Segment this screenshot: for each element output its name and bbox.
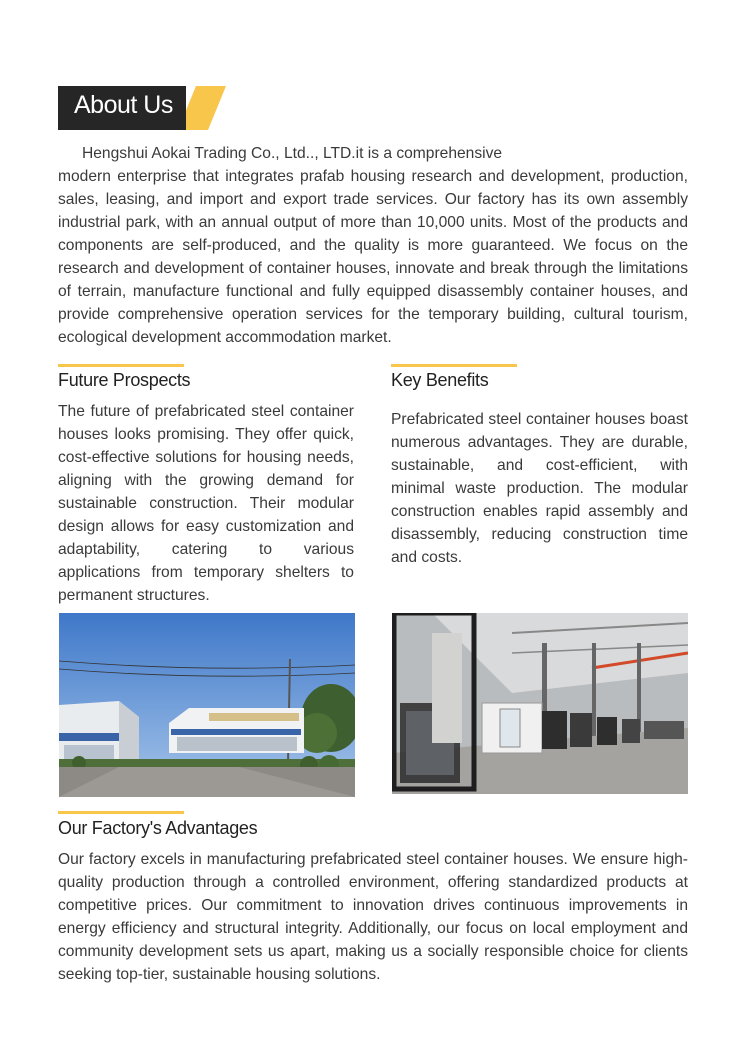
advantages-text: Our factory excels in manufacturing prefabricated steel container houses. We ensure high-quality production through a controlled environment, offering standardized products at competitive prices. Our commitment to innovation drives continuous improvements in energy efficiency and structural integrity. Additionally, our focus on local employment and community development sets us apart, making us a socially responsible choice for clients seeking top-tier, sustainable housing solutions. xyxy=(58,851,688,983)
key-benefits-rule xyxy=(391,364,517,367)
about-us-paragraph xyxy=(58,142,688,349)
advantages-rule xyxy=(58,811,184,814)
about-us-first-line: Hengshui Aokai Trading Co., Ltd.., LTD.it is a comprehensive xyxy=(82,145,503,162)
key-benefits-title: Key Benefits xyxy=(391,370,489,390)
about-us-header xyxy=(58,86,228,130)
factory-exterior-photo xyxy=(59,613,355,797)
future-prospects-text: The future of prefabricated steel container houses looks promising. They offer quick, cost-effective solutions for housing needs, aligning with the growing demand for sustainable construction. Their modular design allows for easy customization and adaptability, catering to various applications from temporary shelters to permanent structures. xyxy=(58,403,354,604)
future-prospects-rule xyxy=(58,364,184,367)
factory-interior-photo xyxy=(392,613,688,794)
future-prospects-title: Future Prospects xyxy=(58,370,191,390)
key-benefits-text: Prefabricated steel container houses boast numerous advantages. They are durable, sustainable, and cost-efficient, with minimal waste production. The modular construction enables rapid assembly and disassembly, reducing construction time and costs. xyxy=(391,411,688,566)
advantages-title: Our Factory's Advantages xyxy=(58,818,258,838)
about-us-title: About Us xyxy=(74,91,173,119)
about-us-body: modern enterprise that integrates prafab housing research and development, production, sales, leasing, and import and export trade services. Our factory has its own assembly industrial park, with an annual output of more than 10,000 units. Most of the products and components are self-produced, and the quality is more guaranteed. We focus on the research and development of container houses, innovate and break through the limitations of terrain, manufacture functional and fully equipped disassembly container houses, and provide comprehensive operation services for the temporary building, cultural tourism, ecological development accommodation market. xyxy=(58,168,688,346)
